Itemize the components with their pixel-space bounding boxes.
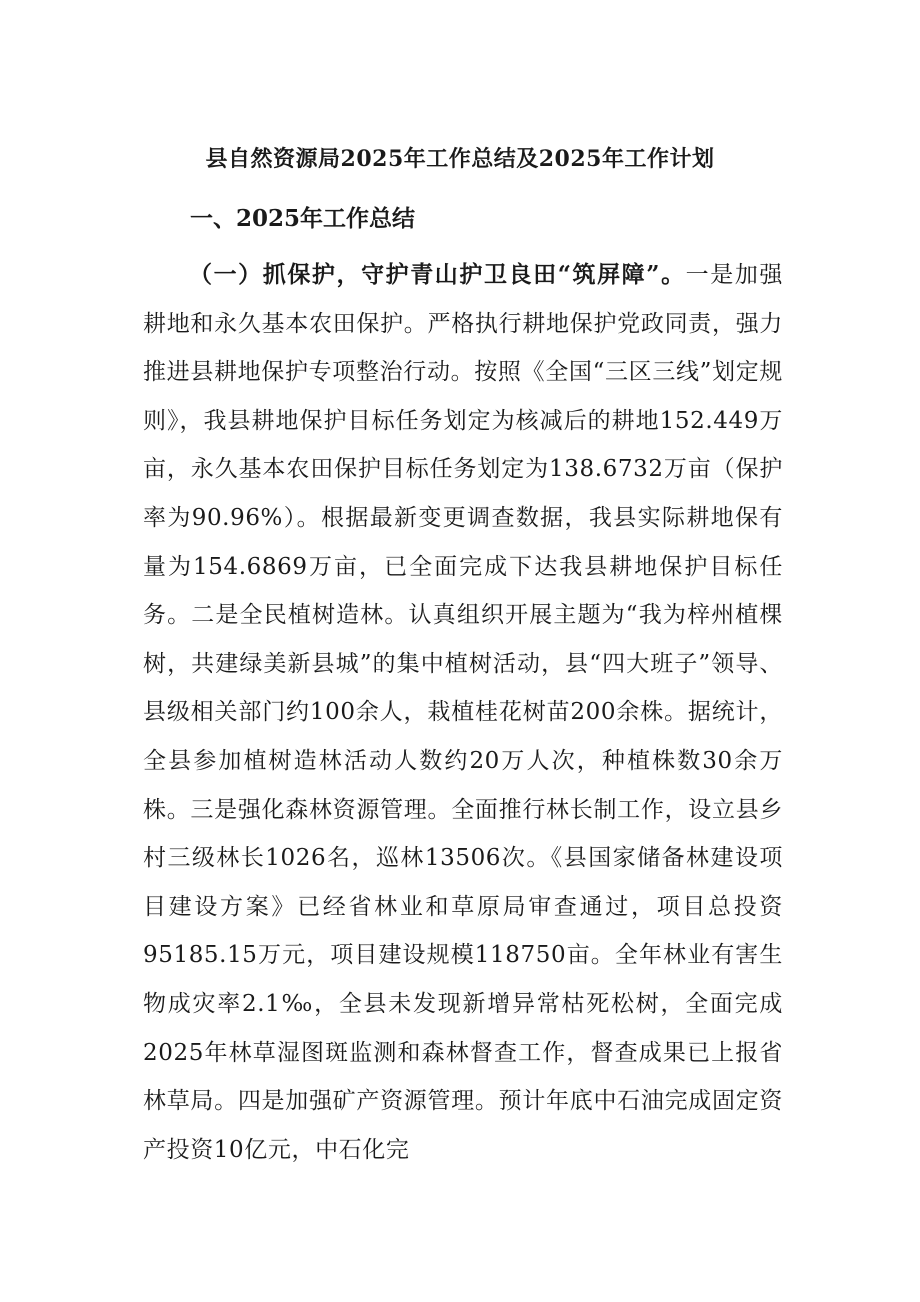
body-paragraph [143, 251, 783, 1174]
paragraph-text: 一是加强耕地和永久基本农田保护。严格执行耕地保护党政同责，强力推进县耕地保护专项整治行动。按照《全国“三区三线”划定规则》，我县耕地保护目标任务划定为核减后的耕地152.449万亩，永久基本农田保护目标任务划定为138.6732万亩（保护率为90.96%）。根据最新变更调查数据，我县实际耕地保有量为154.6869万亩，已全面完成下达我县耕地保护目标任务。二是全民植树造林。认真组织开展主题为“我为梓州植棵树，共建绿美新县城”的集中植树活动，县“四大班子”领导、县级相关部门约100余人，栽植桂花树苗200余株。据统计，全县参加植树造林活动人数约20万人次，种植株数30余万株。三是强化森林资源管理。全面推行林长制工作，设立县乡村三级林长1026名，巡林13506次。《县国家储备林建设项目建设方案》已经省林业和草原局审查通过，项目总投资95185.15万元，项目建设规模118750亩。全年林业有害生物成灾率2.1‰，全县未发现新增异常枯死松树，全面完成2025年林草湿图斑监测和森林督查工作，督查成果已上报省林草局。四是加强矿产资源管理。预计年底中石油完成固定资产投资10亿元，中石化完 [143, 262, 783, 1163]
paragraph-subheading: （一）抓保护，守护青山护卫良田“筑屏障”。 [189, 261, 686, 288]
document-title: 县自然资源局2025年工作总结及2025年工作计划 [205, 146, 715, 172]
section-heading: 一、2025年工作总结 [190, 205, 416, 232]
